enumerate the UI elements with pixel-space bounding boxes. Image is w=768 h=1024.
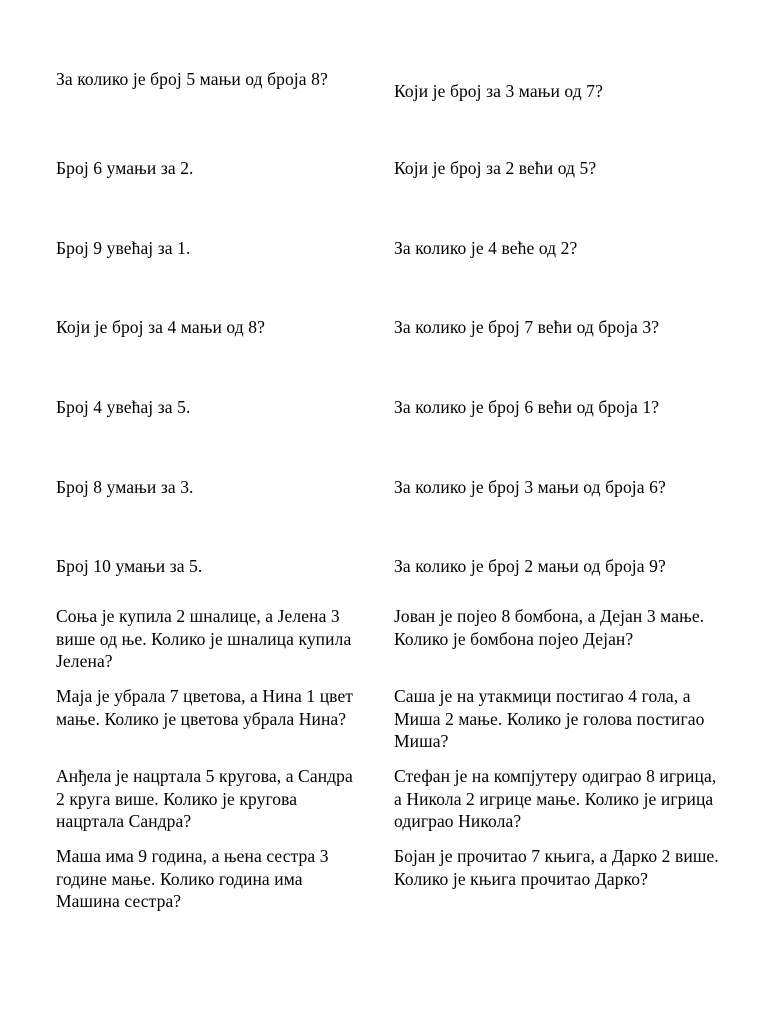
task-right-2: Који је број за 2 већи од 5? (394, 158, 597, 178)
task-left-4: Који је број за 4 мањи од 8? (56, 317, 265, 337)
task-right-6: За колико је број 3 мањи од броја 6? (394, 477, 666, 497)
task-left-10: Анђела је нацртала 5 кругова, а Сандра 2 круга више. Колико је кругова нацртала Сандра? (56, 766, 353, 831)
task-right-5: За колико је број 6 већи од броја 1? (394, 397, 660, 417)
task-left-5: Број 4 увећај за 5. (56, 397, 191, 417)
task-right-11: Бојан је прочитао 7 књига, а Дарко 2 више. Колико је књига прочитао Дарко? (394, 846, 719, 889)
task-right-9: Саша је на утакмици постигао 4 гола, а Миша 2 мање. Колико је голова постигао Миша? (394, 686, 705, 751)
task-right-3: За колико је 4 веће од 2? (394, 238, 578, 258)
task-right-1: Који је број за 3 мањи од 7? (394, 81, 603, 101)
task-left-1: За колико је број 5 мањи од броја 8? (56, 69, 328, 89)
task-left-7: Број 10 умањи за 5. (56, 556, 203, 576)
task-right-7: За колико је број 2 мањи од броја 9? (394, 556, 666, 576)
task-right-10: Стефан је на компјутеру одиграо 8 игрица, а Никола 2 игрице мање. Колико је игрица одиграо Никола? (394, 766, 717, 831)
task-left-3: Број 9 увећај за 1. (56, 238, 191, 258)
task-left-2: Број 6 умањи за 2. (56, 158, 194, 178)
task-right-8: Јован је појео 8 бомбона, а Дејан 3 мање. Колико је бомбона појео Дејан? (394, 606, 705, 649)
task-left-6: Број 8 умањи за 3. (56, 477, 194, 497)
task-right-4: За колико је број 7 већи од броја 3? (394, 317, 660, 337)
task-left-8: Соња је купила 2 шналице, а Јелена 3 више од ње. Колико је шналица купила Јелена? (56, 606, 352, 671)
task-left-9: Маја је убрала 7 цветова, а Нина 1 цвет мање. Колико је цветова убрала Нина? (56, 686, 354, 729)
task-left-11: Маша има 9 година, а њена сестра 3 године мање. Колико година има Машина сестра? (56, 846, 329, 911)
